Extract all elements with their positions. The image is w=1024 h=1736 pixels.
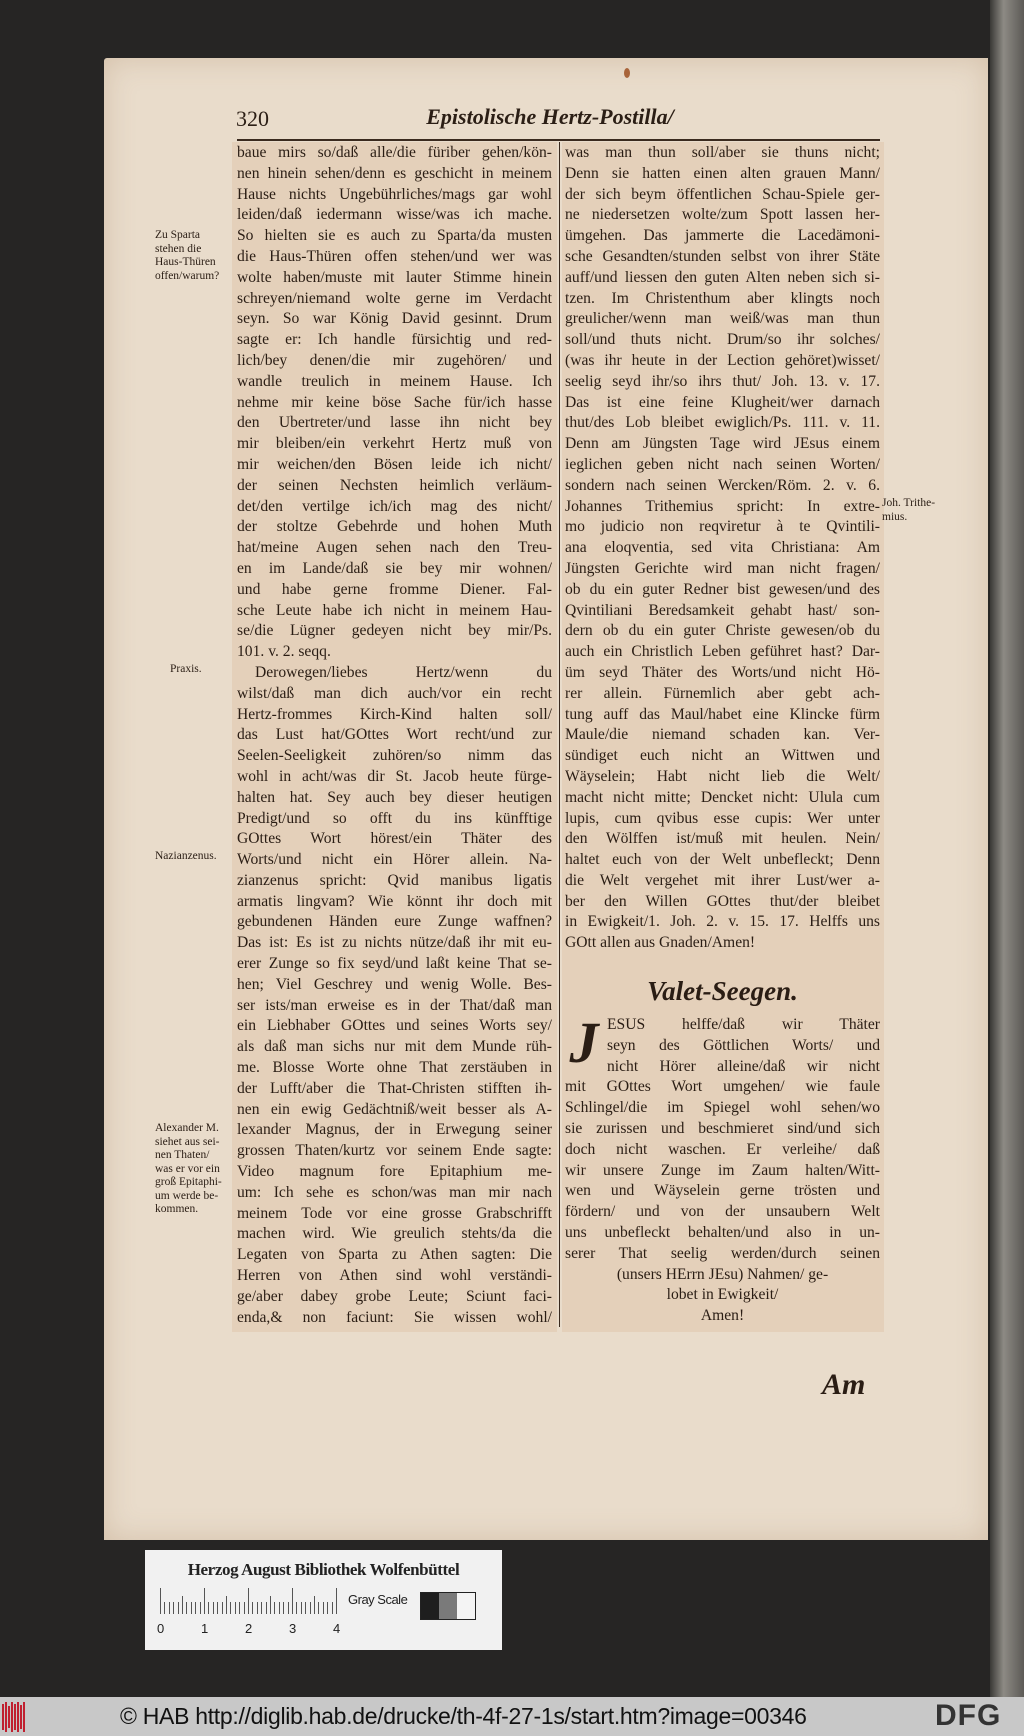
ruler-tick (252, 1602, 253, 1614)
swatch-gray (439, 1593, 457, 1619)
text-line: als daß man sichs nur mit dem Munde rüh- (237, 1038, 552, 1056)
ruler-number: 0 (157, 1621, 165, 1636)
ruler-tick (213, 1602, 214, 1614)
text-line: gebundenen Händen eure Zunge waffnen? (237, 913, 552, 931)
hab-logo-icon (2, 1702, 26, 1732)
text-line: Denn sie hatten einen alten grauen Mann/ (565, 164, 880, 182)
text-line: soll/und thuts nicht. Drum/so ihr solches/ (565, 331, 880, 349)
text-line: seelig seyd ihr/so ihrs thut/ Joh. 13. v. 17. (565, 372, 880, 390)
margin-note-line: Zu Sparta (155, 229, 201, 241)
text-line: erer Zunge so fix seyd/und laßt keine That se- (237, 955, 552, 973)
column-divider (559, 142, 560, 1327)
margin-note-line: Haus-Thüren (155, 256, 216, 268)
text-line: serer That seelig werden/durch seinen (565, 1244, 880, 1262)
text-line: ümgehen. Das jammerte die Lacedämoni- (565, 227, 880, 245)
margin-note-line: was er vor ein (155, 1162, 220, 1175)
ruler-tick (310, 1602, 311, 1614)
ruler-tick (248, 1588, 249, 1614)
text-line: der stoltze Gebehrde und hohen Muth (237, 518, 552, 536)
text-line: das Lust hat/GOttes Wort recht/und zur (237, 726, 552, 744)
text-line: GOttes Wort hörest/ein Thäter des (237, 830, 552, 848)
valet-text (565, 1010, 880, 1327)
margin-note-line: kommen. (155, 1203, 199, 1215)
margin-note-trithemius (882, 497, 935, 524)
text-line: tung auff das Maul/habet eine Klincke fürm (565, 705, 880, 723)
text-line: seyn des Göttlichen Worts/ und (607, 1036, 880, 1054)
text-line: se/die Lügner gedeyen nicht bey mir/Ps. (237, 622, 552, 640)
text-line: wohl in acht/was dir St. Jacob heute fürge- (237, 767, 552, 785)
text-line: der Lufft/aber die That-Christen stifften ih- (237, 1079, 552, 1097)
text-line: So hielten sie es auch zu Sparta/da musten (237, 227, 552, 245)
text-line: ESUS helffe/daß wir Thäter (607, 1016, 880, 1033)
text-line: macht nicht mitte; Dencket nicht: Ulula cum (565, 788, 880, 806)
text-line: sondern nach seinen Wercken/Röm. 2. v. 6. (565, 476, 880, 494)
book-edge (990, 0, 1024, 1697)
margin-note-alexander (155, 1122, 222, 1217)
text-line: und habe gerne fromme Diener. Fal- (237, 580, 552, 598)
text-line: mo judicio non reqviretur à te Qvintili- (565, 518, 880, 536)
text-line: Video magnum fore Epitaphium me- (237, 1163, 552, 1181)
text-line: ge/aber dabey grobe Leute; Sciunt faci- (237, 1287, 552, 1305)
gray-scale-label: Gray Scale (348, 1592, 408, 1607)
text-line: rer allein. Fürnemlich aber gebt ach- (565, 684, 880, 702)
text-line: sie zurissen und beschmieret sind/und sich (565, 1119, 880, 1137)
ruler-tick (336, 1588, 337, 1614)
text-line: machen wird. Wie greulich stehts/da die (237, 1225, 552, 1243)
ruler-tick (279, 1602, 280, 1614)
text-line: dern ob du ein guter Christe gewesen/ob du (565, 622, 880, 640)
ruler-tick (164, 1602, 165, 1614)
text-line: nen ein ewig Gedächtniß/weit besser als A- (237, 1100, 552, 1118)
text-line: sagte er: Ich handle fürsichtig und red- (237, 331, 552, 349)
text-line: sündiget euch nicht an Wittwen und (565, 747, 880, 765)
margin-note-line: stehen die (155, 242, 202, 255)
text-line: baue mirs so/daß alle/die füriber gehen/kön- (237, 144, 552, 161)
text-line: Derowegen/liebes Hertz/wenn du (255, 663, 552, 681)
text-line: lupis, cum qvibus esse cupis: Wer unter (565, 809, 880, 827)
margin-note-praxis: Praxis. (170, 663, 202, 675)
text-line: mir weichen/den Bösen leide ich nicht/ (237, 455, 552, 473)
ruler-tick (244, 1602, 245, 1614)
ruler-number: 1 (201, 1621, 209, 1636)
text-line: der sich beym öffentlichen Schau-Spiele ger- (565, 185, 880, 203)
gray-scale-swatch (420, 1592, 476, 1620)
text-line: Worts/und nicht ein Hörer allein. Na- (237, 851, 552, 869)
paper-stain (624, 68, 630, 78)
text-line: den Ubertreter/und lasse ihn nicht bey (237, 414, 552, 432)
text-line: mit GOttes Wort umgehen/ wie faule (565, 1078, 880, 1096)
text-line: Johannes Trithemius spricht: In extre- (565, 497, 880, 515)
text-line: die Haus-Thüren offen stehen/und wer was (237, 247, 552, 265)
library-card-title: Herzog August Bibliothek Wolfenbüttel (187, 1560, 460, 1579)
text-line: Wäyselein; Habt nicht lieb die Welt/ (565, 767, 880, 785)
header-rule (237, 139, 880, 141)
text-line: Legaten von Sparta zu Athen sagten: Die (237, 1246, 552, 1264)
text-line: üm seyd Thäter des Worts/und nicht Hö- (565, 663, 880, 681)
ruler-tick (186, 1602, 187, 1614)
text-line: Predigt/und so offt du ins künfftige (237, 809, 552, 827)
ruler-tick (195, 1602, 196, 1614)
text-line: (unsers HErrn JEsu) Nahmen/ ge- (616, 1265, 829, 1283)
text-line: wolte haben/muste mit lauter Stimme hinein (237, 268, 552, 286)
margin-note-nazianzenus: Nazianzenus. (155, 850, 217, 862)
text-line: Seelen-Seeligkeit zuhören/so nimm das (237, 747, 552, 765)
text-line: grossen Thaten/kurtz vor seinem Ende sagte: (237, 1142, 552, 1160)
text-line: auff/und liessen den guten Alten neben sich si- (565, 268, 880, 286)
ruler-tick (323, 1602, 324, 1614)
footer-bar (0, 1697, 1024, 1736)
text-line: nicht Hörer alleine/daß wir nicht (607, 1057, 880, 1075)
ruler-number: 2 (245, 1621, 253, 1636)
text-line: ne niedersetzen wolte/zum Spott lassen her- (565, 206, 880, 224)
text-line: tzen. Im Christenthum aber klingts noch (565, 289, 880, 307)
text-line: lobet in Ewigkeit/ (666, 1286, 779, 1304)
ruler-tick (327, 1602, 328, 1614)
text-line: meinem Tode vor eine grosse Grabschrifft (237, 1204, 552, 1222)
running-title: Epistolische Hertz-Postilla/ (426, 104, 674, 129)
text-line: Amen! (700, 1307, 745, 1325)
ruler-tick (257, 1602, 258, 1614)
ruler-tick (283, 1602, 284, 1614)
text-line: Das ist eine feine Klugheit/wer darnach (565, 393, 880, 411)
text-line: det/den vertilge ich/ich mag des nicht/ (237, 497, 552, 515)
library-card (145, 1550, 502, 1650)
margin-note-line: Joh. Trithe- (882, 497, 936, 509)
text-line: halten hat. Sey auch bey dieser heutigen (237, 788, 552, 806)
margin-note-line: offen/warum? (155, 269, 220, 282)
section-heading: Valet-Seegen. (647, 976, 798, 1006)
source-link[interactable]: © HAB http://diglib.hab.de/drucke/th-4f-27-1s/start.htm?image=00346 (120, 1703, 807, 1729)
text-line: GOtt allen aus Gnaden/Amen! (565, 934, 756, 952)
text-line: um: Ich sehe es schon/was man mir nach (237, 1183, 552, 1201)
text-line: haltet euch von der Welt unbefleckt; Denn (565, 851, 880, 869)
text-line: Herren von Athen sind wohl verständi- (237, 1267, 552, 1285)
ruler-tick (182, 1596, 183, 1614)
ruler-tick (270, 1596, 271, 1614)
text-line: auch ein Christlich Leben geführet hast? Dar- (565, 643, 880, 661)
ruler-number: 4 (333, 1621, 341, 1636)
text-line: fördern/ und von der unsaubern Welt (565, 1203, 880, 1221)
text-line: en im Lande/daß sie bey mir wohnen/ (237, 559, 552, 577)
text-line: die Welt vergehet mit ihrer Lust/wer a- (565, 871, 880, 889)
ruler-tick (222, 1602, 223, 1614)
ruler-tick (191, 1602, 192, 1614)
text-line: wandle treulich in meinem Hause. Ich (237, 372, 552, 390)
ruler-tick (217, 1602, 218, 1614)
text-line: Denn am Jüngsten Tage wird JEsus einem (565, 435, 880, 453)
ruler-tick (169, 1602, 170, 1614)
text-line: nen hinein sehen/denn es geschicht in meinem (237, 164, 552, 182)
text-line: uns unbefleckt behalten/und also in un- (565, 1223, 880, 1241)
ruler-tick (208, 1602, 209, 1614)
ruler-tick (239, 1602, 240, 1614)
text-line: 101. v. 2. seqq. (237, 643, 331, 661)
text-line: doch nicht waschen. Er verleihe/ daß (565, 1140, 880, 1158)
margin-note-line: um werde be- (155, 1189, 219, 1202)
margin-note-line: nen Thaten/ (155, 1149, 210, 1161)
ruler-tick (230, 1602, 231, 1614)
text-line: lexander Magnus, der in Erwegung seiner (237, 1121, 552, 1139)
left-text-column (237, 143, 552, 1328)
catchword: Am (822, 1368, 866, 1401)
text-line: den Wölffen ist/muß mit heulen. Nein/ (565, 830, 880, 848)
ruler-tick (200, 1602, 201, 1614)
margin-note-line: siehet aus sei- (155, 1135, 220, 1148)
text-line: me. Blosse Worte ohne That zerstäuben in (237, 1059, 552, 1077)
ruler-tick (305, 1602, 306, 1614)
text-line: wen und Wäyselein gerne trösten und (565, 1182, 880, 1200)
ruler-tick (292, 1588, 293, 1614)
dfg-logo: DFG (935, 1699, 1002, 1732)
text-line: ana eloqventia, sed vita Christiana: Am (565, 539, 880, 557)
text-line: schreyen/niemand wolte gerne im Verdacht (237, 289, 552, 307)
text-line: Hertz-frommes Kirch-Kind halten soll/ (237, 705, 552, 723)
ruler-tick (332, 1602, 333, 1614)
text-line: sche Gesandten/stunden selbst von ihrer Stäte (565, 247, 880, 265)
margin-note-line: mius. (882, 510, 908, 523)
margin-note-sparta (155, 229, 219, 283)
text-line: thut/des Lob bleibet ewiglich/Ps. 111. v. 11. (565, 414, 880, 432)
ruler-tick (288, 1602, 289, 1614)
ruler-tick (173, 1602, 174, 1614)
text-line: was man thun soll/aber sie thuns nicht; (565, 144, 880, 161)
ruler-tick (318, 1602, 319, 1614)
ruler-tick (204, 1588, 205, 1614)
margin-note-line: Alexander M. (155, 1122, 219, 1134)
ruler-tick (178, 1602, 179, 1614)
text-line: mir bleiben/ein verkehrt Hertz muß von (237, 435, 552, 453)
ruler-tick (160, 1588, 161, 1614)
text-line: zianzenus spricht: Qvid manibus ligatis (237, 871, 552, 889)
right-text-column (565, 143, 880, 954)
text-line: ieglichen geben nicht nach seinen Worten/ (565, 455, 880, 473)
text-line: wir unsere Zunge im Zaum halten/Witt- (565, 1161, 880, 1179)
ruler-number: 3 (289, 1621, 297, 1636)
text-line: Das ist: Es ist zu nichts nütze/daß ihr mit eu- (237, 934, 552, 952)
text-line: hen; Viel Geschrey und wenig Wolle. Bes- (237, 975, 552, 993)
text-line: enda,& non faciunt: Sie wissen wohl/ (237, 1308, 552, 1326)
text-line: leiden/daß iedermann wisse/was ich mache. (237, 206, 552, 224)
ruler-tick (301, 1602, 302, 1614)
ruler-tick (296, 1602, 297, 1614)
text-line: in Ewigkeit/1. Joh. 2. v. 15. 17. Helffs uns (565, 913, 880, 931)
ruler-scale (160, 1588, 336, 1614)
text-line: (was ihr heute in der Lection gehöret)wisset/ (565, 351, 880, 369)
text-line: ser ists/man erweise es in der That/daß man (237, 996, 552, 1014)
text-line: ein Liebhaber GOttes und seines Worts sey/ (237, 1017, 552, 1035)
text-line: armatis lingvam? Wie könnt ihr doch mit (237, 892, 552, 910)
text-line: ber den Willen GOttes thut/der bleibet (565, 892, 880, 910)
page-number: 320 (236, 106, 269, 131)
text-line: nehme mir keine böse Sache für/ich hasse (237, 393, 552, 411)
text-line: hat/meine Augen sehen nach den Treu- (237, 539, 552, 557)
text-line: Hause nichts Ungebührliches/mags gar wohl (237, 185, 552, 203)
ruler-tick (266, 1602, 267, 1614)
margin-note-line: groß Epitaphi- (155, 1176, 222, 1188)
text-line: seyn. So war König David gesinnt. Drum (237, 310, 552, 328)
ruler-tick (235, 1602, 236, 1614)
text-line: der seinen Nechsten heimlich verläum- (237, 476, 552, 494)
text-line: ob du ein guter Redner bist gewesen/und des (565, 580, 880, 598)
swatch-white (457, 1593, 475, 1619)
text-line: lich/bey denen/die mir zugehören/ und (237, 351, 552, 369)
text-line: wilst/daß man dich auch/vor ein recht (237, 684, 552, 702)
text-line: Schlingel/die im Spiegel wohl sehen/wo (565, 1099, 880, 1117)
ruler-tick (274, 1602, 275, 1614)
text-line: Qvintiliani Beredsamkeit gehabt hast/ son- (565, 601, 880, 619)
ruler-tick (314, 1596, 315, 1614)
ruler-tick (226, 1596, 227, 1614)
text-line: Jüngsten Gerichte wird man nicht fragen/ (565, 559, 880, 577)
ruler-tick (261, 1602, 262, 1614)
text-line: Maule/die niemand schaden kan. Ver- (565, 726, 880, 744)
text-line: greulicher/wenn man weiß/was man thun (565, 310, 880, 328)
swatch-black (421, 1593, 439, 1619)
drop-cap: J (569, 1010, 599, 1075)
text-line: sche Leute habe ich nicht in meinem Hau- (237, 601, 552, 619)
